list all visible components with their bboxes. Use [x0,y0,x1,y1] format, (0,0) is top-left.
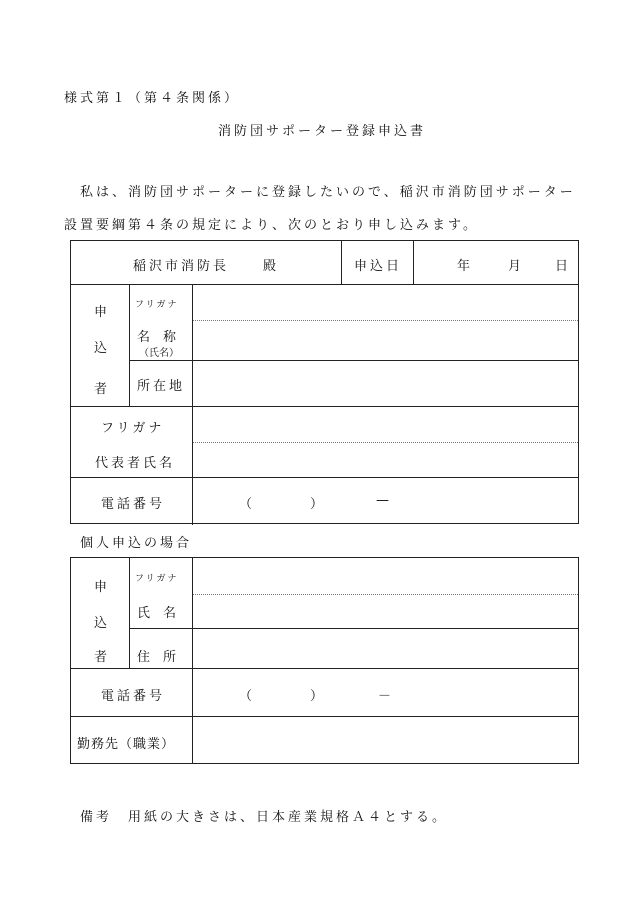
addressee: 稲沢市消防長 [133,259,230,274]
applicant-char: 者 [94,650,108,665]
applicant-char: 申 [94,580,108,595]
date-month: 月 [508,259,522,274]
table-rule [413,241,414,284]
year-input[interactable] [486,247,514,275]
table-rule [129,628,578,629]
table-rule [71,284,578,285]
month-input[interactable] [533,247,553,275]
phone-input[interactable] [194,670,577,715]
table-rule [192,558,193,763]
date-year: 年 [457,259,471,274]
furigana-label: フリガナ [135,574,179,584]
table-rule [71,477,578,478]
table-rule [129,360,578,361]
furigana-input[interactable] [194,560,577,593]
name-label: 名 称 [137,330,177,345]
address-input[interactable] [194,630,577,667]
intro-line-2: 設置要綱第４条の規定により、次のとおり申し込みます。 [64,218,479,233]
applicant-char: 者 [94,382,108,397]
phone-label: 電話番号 [101,497,166,512]
furigana-input[interactable] [194,286,577,319]
table-rule [129,284,130,406]
address-input[interactable] [194,362,577,405]
individual-heading: 個人申込の場合 [80,536,193,551]
phone-dash: — [376,493,389,508]
rep-name-input[interactable] [194,444,577,476]
note-text: 用紙の大きさは、日本産業規格Ａ４とする。 [128,810,449,825]
phone-paren-close: ） [310,689,324,704]
phone-paren-open: （ [239,497,253,512]
rep-name-label: 代表者氏名 [95,456,176,471]
rep-furigana-label: フリガナ [101,421,165,436]
applicant-char: 込 [94,616,108,631]
table-rule-dotted [192,594,578,595]
phone-input[interactable] [194,479,577,523]
table-rule [341,241,342,284]
furigana-label: フリガナ [135,300,179,310]
rep-furigana-input[interactable] [194,408,577,441]
date-label: 申込日 [354,259,403,274]
name-label: 氏 名 [137,606,177,621]
table-rule [192,284,193,525]
date-day: 日 [555,259,569,274]
table-rule [71,716,578,717]
phone-paren-close: ） [310,497,324,512]
note-label: 備考 [80,810,113,825]
address-label: 所在地 [137,379,186,394]
phone-label: 電話番号 [101,689,166,704]
table-rule-dotted [192,320,578,321]
phone-dash: － [378,689,392,704]
name-input[interactable] [194,596,577,627]
address-label: 住 所 [137,650,177,665]
applicant-char: 申 [94,305,108,320]
organization-application-table [70,240,579,524]
workplace-label: 勤務先（職業） [77,737,176,752]
table-rule [71,406,578,407]
intro-line-1: 私は、消防団サポーターに登録したいので、稲沢市消防団サポーター [80,185,576,200]
name-sub-label: （氏名） [139,348,179,359]
document-title: 消防団サポーター登録申込書 [218,124,427,139]
form-number: 様式第１（第４条関係） [64,91,241,106]
workplace-input[interactable] [194,718,577,762]
individual-application-table [70,557,579,764]
table-rule [129,558,130,668]
name-input[interactable] [194,322,577,359]
phone-paren-open: （ [239,689,253,704]
table-rule-dotted [192,442,578,443]
table-rule [71,668,578,669]
honorific: 殿 [263,259,277,274]
applicant-char: 込 [94,341,108,356]
